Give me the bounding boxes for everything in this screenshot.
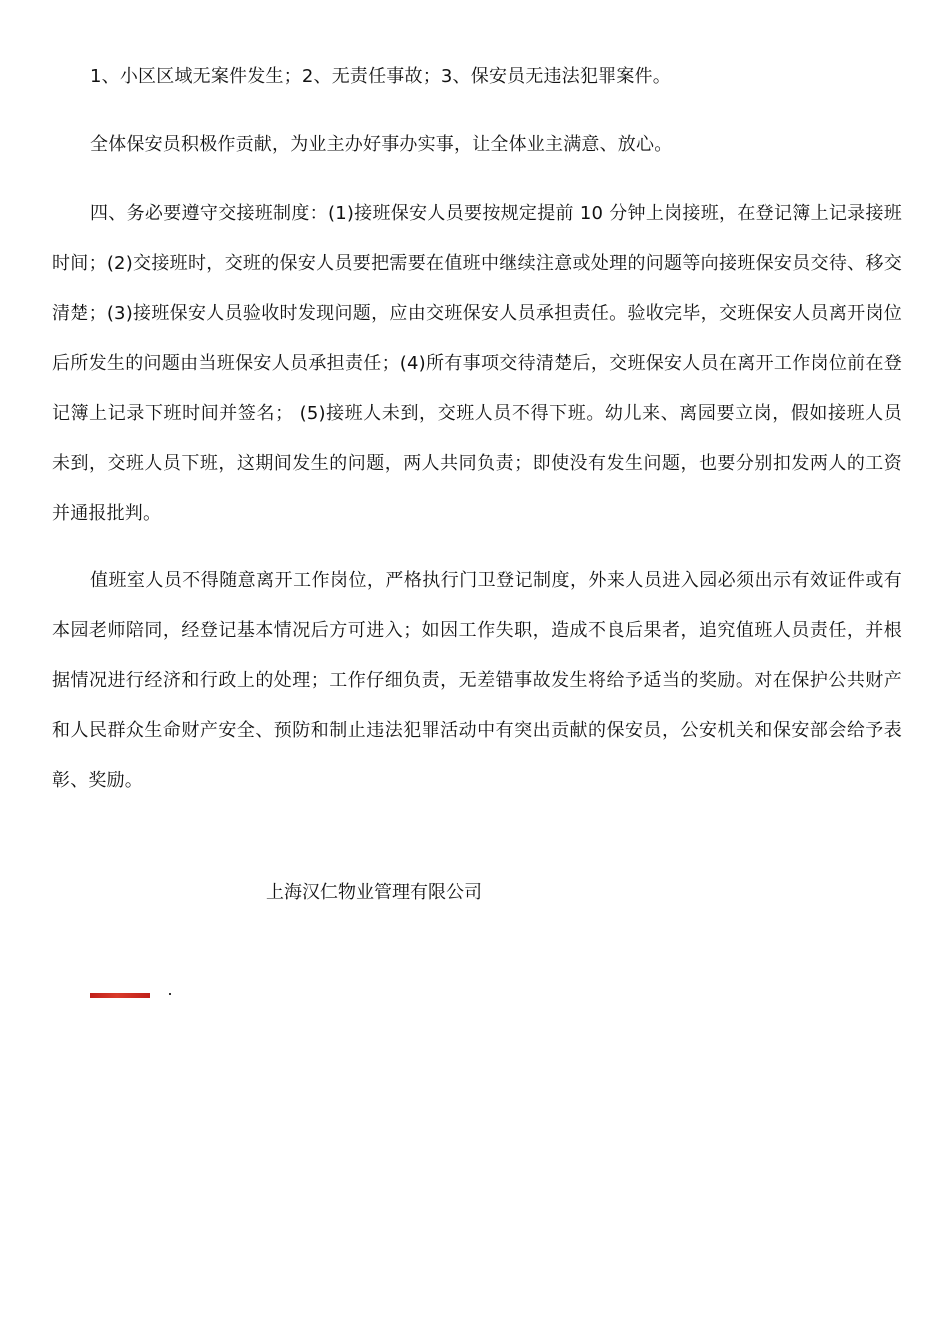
- company-signature: 上海汉仁物业管理有限公司: [266, 882, 482, 903]
- dot-mark: [169, 993, 171, 995]
- paragraph-duty-room-rules: 值班室人员不得随意离开工作岗位，严格执行门卫登记制度，外来人员进入园必须出示有效证件或有本园老师陪同，经登记基本情况后方可进入；如因工作失职，造成不良后果者，追究值班人员责任，并根据情况进行经济和行政上的处理；工作仔细负责，无差错事故发生将给予适当的奖励。对在保护公共财产和人民群众生命财产安全、预防和制止违法犯罪活动中有突出贡献的保安员，公安机关和保安部会给予表彰、奖励。: [52, 570, 902, 791]
- paragraph-results: 1、小区区域无案件发生；2、无责任事故；3、保安员无违法犯罪案件。: [90, 66, 671, 87]
- paragraph-shift-handover-rules: 四、务必要遵守交接班制度：(1)接班保安人员要按规定提前 10 分钟上岗接班，在登记簿上记录接班时间；(2)交接班时，交班的保安人员要把需要在值班中继续注意或处理的问题等向接班保安员交待、移交清楚；(3)接班保安人员验收时发现问题，应由交班保安人员承担责任。验收完毕，交班保安人员离开岗位后所发生的问题由当班保安人员承担责任；(4)所有事项交待清楚后，交班保安人员在离开工作岗位前在登记簿上记录下班时间并签名； (5)接班人未到，交班人员不得下班。幼儿来、离园要立岗，假如接班人员未到，交班人员下班，这期间发生的问题，两人共同负责；即使没有发生问题，也要分别扣发两人的工资并通报批判。: [52, 203, 902, 524]
- paragraph-contribution: 全体保安员积极作贡献，为业主办好事办实事，让全体业主满意、放心。: [90, 134, 673, 155]
- red-mark-bar: [90, 993, 150, 998]
